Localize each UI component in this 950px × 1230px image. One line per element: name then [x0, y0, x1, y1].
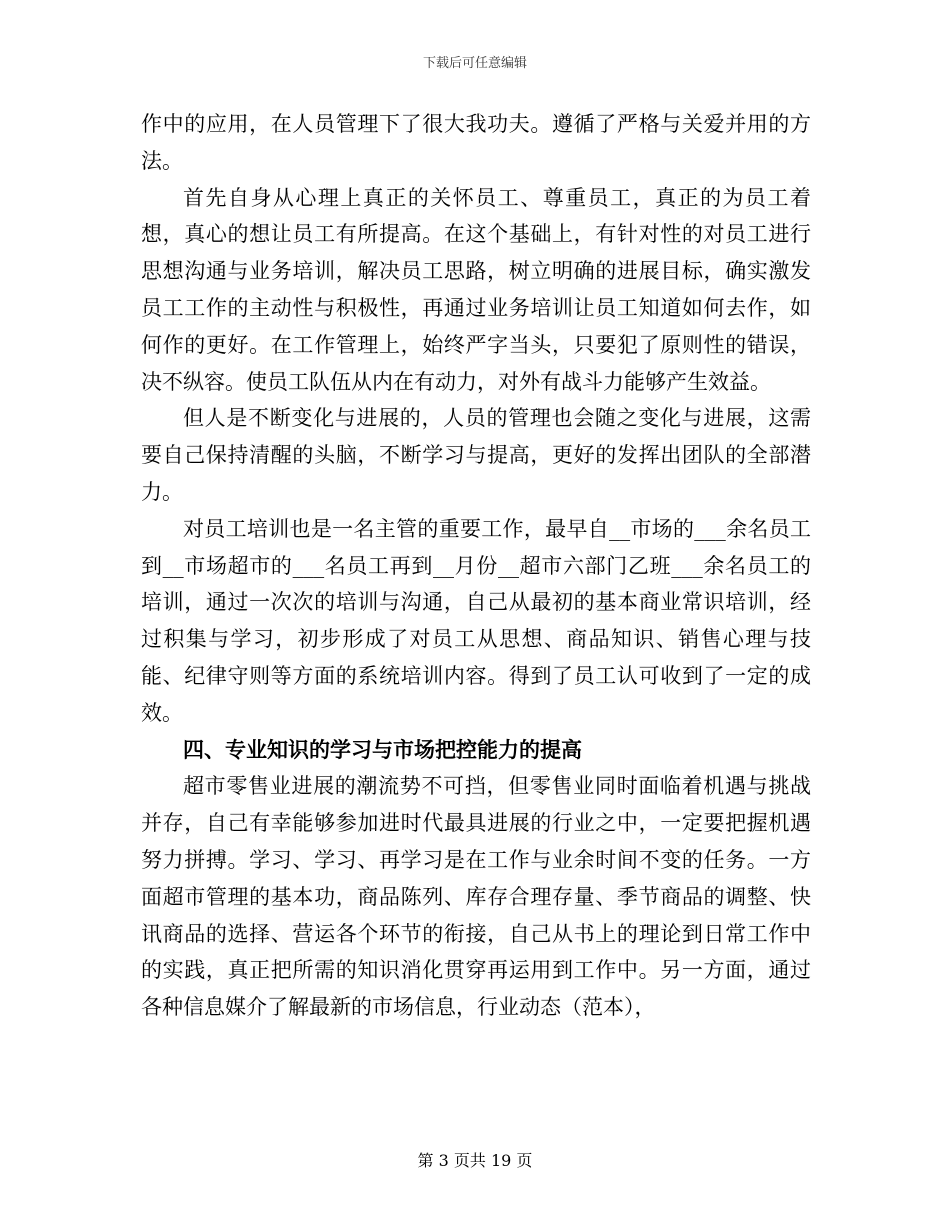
document-body: [141, 106, 811, 1026]
paragraph-continuous-learning: 但人是不断变化与进展的，人员的管理也会随之变化与进展，这需要自己保持清醒的头脑，不断学习与提高，更好的发挥出团队的全部潜力。: [141, 406, 811, 504]
paragraph-professional-knowledge: 超市零售业进展的潮流势不可挡，但零售业同时面临着机遇与挑战并存，自己有幸能够参加进时代最具进展的行业之中，一定要把握机遇努力拼搏。学习、学习、再学习是在工作与业余时间不变的任务。一方面超市管理的基本功，商品陈列、库存合理存量、季节商品的调整、快讯商品的选择、营运各个环节的衔接，自己从书上的理论到日常工作中的实践，真正把所需的知识消化贯穿再运用到工作中。另一方面，通过各种信息媒介了解最新的市场信息，行业动态（范本），: [141, 774, 811, 1020]
paragraph-continuation: 作中的应用，在人员管理下了很大我功夫。遵循了严格与关爱并用的方法。: [141, 112, 811, 173]
section-heading: 四、专业知识的学习与市场把控能力的提高: [183, 736, 582, 762]
page-header: 下载后可任意编辑: [422, 56, 527, 71]
page-number: 第 3 页共 19 页: [417, 1151, 533, 1170]
paragraph-staff-care: 首先自身从心理上真正的关怀员工、尊重员工，真正的为员工着想，真心的想让员工有所提高。在这个基础上，有针对性的对员工进行思想沟通与业务培训，解决员工思路，树立明确的进展目标，确实激发员工工作的主动性与积极性，再通过业务培训让员工知道如何去作，如何作的更好。在工作管理上，始终严字当头，只要犯了原则性的错误，决不纵容。使员工队伍从内在有动力，对外有战斗力能够产生效益。: [141, 185, 811, 394]
paragraph-staff-training: 对员工培训也是一名主管的重要工作，最早自__市场的___余名员工到__市场超市的___名员工再到__月份__超市六部门乙班___余名员工的培训，通过一次次的培训与沟通，自己从最初的基本商业常识培训，经过积集与学习，初步形成了对员工从思想、商品知识、销售心理与技能、纪律守则等方面的系统培训内容。得到了员工认可收到了一定的成效。: [141, 516, 811, 725]
